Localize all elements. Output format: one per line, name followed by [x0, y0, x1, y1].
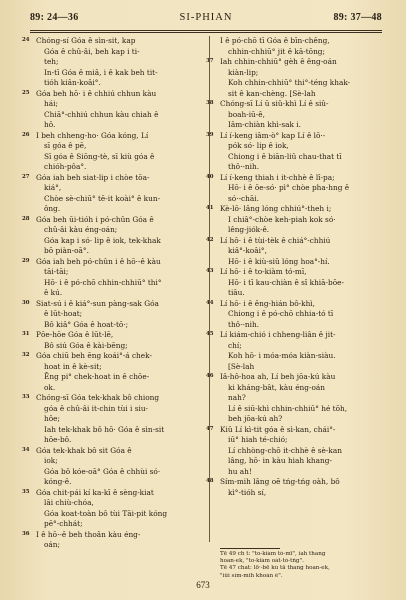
- verse: [22, 487, 198, 530]
- verse-line: In-tī Góa ê miâ, i ê kak beh tit-: [44, 67, 158, 77]
- verse: [206, 298, 388, 331]
- page-header: [30, 12, 382, 28]
- verse-line: ki kháng-bât, kàu éng-oán: [228, 382, 325, 392]
- verse: [206, 130, 388, 173]
- verse-line: góa ê chû-âi it-chin tùi i siu-: [44, 403, 149, 413]
- verse-line: ok.: [44, 382, 56, 392]
- verse-line: tāi-tāi;: [44, 267, 69, 276]
- verse-line: tióh kiân-koâi°.: [44, 78, 101, 87]
- verse-line: Chóng-sī Góa tek-khak bô chiong: [36, 393, 160, 402]
- verse-line: lâng, hō· in kàu hiah khang-: [228, 456, 332, 465]
- verse: [22, 130, 198, 173]
- verse-number: 36: [22, 530, 30, 537]
- verse-number: 31: [22, 331, 30, 337]
- verse: [206, 477, 388, 498]
- right-column: [206, 36, 388, 498]
- verse-line: Koh hō· i móa-móa kiàn-siàu.: [228, 351, 336, 360]
- footnote-line: "iûi sím-mih khoàn ê".: [220, 572, 283, 579]
- verse-line: hōe-bô.: [44, 435, 72, 444]
- verse-number: 25: [22, 89, 30, 96]
- verse-line: Iah tek-khak bô hō· Góa ê sìn-sit: [44, 424, 165, 434]
- verse-line: I ê pó-chō tī Góa ê bīn-chêng,: [220, 36, 330, 45]
- verse-line: hoat in ê kè-sit;: [44, 361, 102, 371]
- verse: [206, 172, 388, 205]
- verse-line: teh;: [44, 57, 59, 66]
- verse: [206, 204, 388, 236]
- verse-number: 26: [22, 131, 30, 138]
- verse-line: Góa bô kóe-oā° Góa ê chhùi só·: [44, 466, 161, 476]
- verse: [22, 36, 198, 89]
- header-title: SI-PHIAN: [179, 12, 233, 23]
- verse-line: Hō· i ê pó-chō chhin-chhiū° thi°: [44, 277, 162, 287]
- verse-line: Lí chhòng-chō it-chhè ê sè-kan: [228, 445, 342, 455]
- verse-line: só·-chāi.: [228, 193, 259, 203]
- verse-line: Bô kiâ° Góa ê hoat-tō·;: [44, 319, 129, 329]
- verse-number: 27: [22, 173, 30, 180]
- verse-line: oán;: [44, 540, 61, 549]
- verse-line: chhin-chhiū° jit ê kā-tōng;: [228, 46, 325, 56]
- verse-number: 48: [206, 478, 214, 484]
- verse-line: thô·-nih.: [228, 319, 260, 329]
- verse-line: Góa iah beh siat-lip i chòe tōa-: [36, 172, 150, 182]
- verse-line: Iah chhin-chhiū° gèh ê êng-oán: [220, 57, 337, 66]
- verse-line: chióh-pôa°.: [44, 162, 87, 171]
- header-right-reference: 89: 37—48: [333, 12, 382, 23]
- verse-line: Lí í-keng iâm-ò° kap Lí ê lō·-: [220, 130, 326, 140]
- verse: [22, 529, 198, 551]
- verse-line: hô.: [44, 120, 56, 129]
- verse-line: sī góa ê pē,: [44, 141, 87, 150]
- verse-line: Góa koat-toàn bô tùi Tāi-pit kóng: [44, 508, 168, 518]
- verse-line: Kiû Lí kì-tit góa ê sì-kan, chái°-: [220, 424, 336, 434]
- verse-line: [Sè-lah: [228, 361, 255, 371]
- verse-line: Chóng-sī Lí ū siû-khì Lí ê siû-: [220, 99, 329, 108]
- footnote-rule: [220, 548, 280, 549]
- column-divider: [209, 36, 210, 542]
- verse: [22, 256, 198, 299]
- verse-number: 40: [206, 173, 214, 180]
- verse-line: pók só· lip ê iok,: [228, 141, 289, 150]
- verse-line: Bô siú Góa ê kài-bēng;: [44, 340, 128, 350]
- verse-line: Lí hō· i ê êng-hián bô-khì,: [220, 298, 315, 308]
- verse-number: 38: [206, 100, 214, 106]
- verse-line: Lí hō· i ê tùi-tèk ê chiá°-chhiú: [220, 235, 331, 245]
- verse-line: Sī góa ê Siōng-tè, sī kiù góa ê: [44, 151, 155, 161]
- verse-line: kóng-ê.: [44, 477, 72, 486]
- verse-line: iū° hiah té-chió;: [228, 435, 288, 444]
- verse-line: Chóng-sí Góa ê sìn-sit, kap: [36, 36, 136, 45]
- verse-line: hôe;: [44, 414, 60, 423]
- verse: [206, 330, 388, 372]
- verse-number: 29: [22, 257, 30, 264]
- header-left-reference: 89: 24—36: [30, 12, 79, 23]
- verse-line: boah-iū-ê,: [228, 109, 265, 119]
- verse-line: Lí hō· i ê to-kiàm tó-mī,: [220, 267, 307, 276]
- verse-line: I chiâ°-chòe keh-piah kok só·: [228, 214, 336, 224]
- verse: [220, 36, 388, 57]
- verse-line: bō piàn-oā°.: [44, 246, 89, 255]
- verse-line: Hō· i tī kau-chiàn ê sî khiā-bōe-: [228, 277, 344, 287]
- verse-number: 33: [22, 394, 30, 400]
- verse-number: 47: [206, 425, 214, 432]
- verse-line: lâi chiù-chóa,: [44, 498, 94, 507]
- verse: [22, 214, 198, 257]
- verse: [206, 57, 388, 99]
- verse-number: 30: [22, 299, 30, 306]
- verse: [22, 298, 198, 331]
- header-rule-thin: [30, 32, 382, 33]
- verse-number: 28: [22, 215, 30, 222]
- verse-line: ông.: [44, 204, 61, 213]
- verse-line: Ēng pi° chek-hoat in ê chōe-: [44, 372, 150, 381]
- footnotes: [220, 551, 388, 580]
- verse: [22, 351, 198, 393]
- verse-line: Siat-sú i ê kiá°-sun pàng-sak Góa: [36, 298, 159, 308]
- verse-number: 45: [206, 331, 214, 337]
- verse-line: I beh chheng-ho· Góa kóng, Lí: [36, 130, 149, 140]
- page-number: 673: [196, 580, 210, 590]
- verse-line: Chòe sè-chiū° tē-it koài° ê kun-: [44, 193, 161, 203]
- verse-line: lêng-jiók-ê.: [228, 225, 270, 234]
- verse-line: Góa ê chû-âi, beh kap i ti-: [44, 46, 140, 56]
- header-rule: [30, 30, 382, 31]
- verse-line: Kè-lō· lâng lóng chhiú°-theh i;: [220, 204, 332, 213]
- verse: [206, 372, 388, 425]
- verse-line: Góa chiū beh ēng koái°-á chek-: [36, 351, 152, 360]
- verse-line: hu ah!: [228, 466, 252, 476]
- verse-number: 37: [206, 58, 214, 64]
- verse: [22, 330, 198, 351]
- verse-line: chû-âi kàu éng-oán;: [44, 225, 118, 234]
- verse-line: nah?: [228, 393, 246, 402]
- verse-number: 35: [22, 488, 30, 495]
- verse-line: Iâ-hô-hoa ah, Lí beh jōa-kú kàu: [220, 372, 336, 381]
- verse-line: iok;: [44, 456, 58, 465]
- left-column: [22, 36, 198, 551]
- verse-line: Lí í-keng thiah i it-chhè ê lî-pa;: [220, 172, 335, 182]
- verse-line: kiá°,: [44, 183, 62, 192]
- verse: [22, 88, 198, 131]
- verse-line: Góa kap i só· lip ê iok, tek-khak: [44, 235, 161, 245]
- verse-line: Góa chit-pái kí ka-kī ê sèng-kiat: [36, 487, 154, 497]
- verse-line: Chiā°-chhiú chhun kàu chiah ê: [44, 109, 159, 119]
- verse-line: sit ê kan-chèng. [Sè-lah: [228, 88, 316, 98]
- verse-line: Hō· i ê ōe-só· pì° chòe pha-hng ê: [228, 183, 350, 192]
- verse-number: 44: [206, 299, 214, 306]
- verse: [206, 99, 388, 131]
- verse-line: Chiong i ê pó-chō chhia-tó tī: [228, 309, 334, 318]
- verse-line: thô·-nih.: [228, 162, 260, 171]
- verse-line: Iâm-chiàn khì-sak i.: [228, 120, 301, 129]
- verse-line: Góa tek-khak bô sit Góa ê: [36, 445, 132, 455]
- verse-number: 41: [206, 205, 214, 211]
- verse-line: ê lūt-hoat;: [44, 309, 83, 318]
- verse-number: 43: [206, 268, 214, 274]
- verse-line: ê kú.: [44, 288, 63, 297]
- verse-line: kiâ°-koâi°,: [228, 246, 267, 255]
- footnote-line: Tē 49 ch t: "to-kiàm tó-mī", iah thang: [220, 551, 326, 557]
- verse-line: beh jōa-kú ah?: [228, 414, 283, 423]
- verse-line: Pōe-hōe Góa ê lūt-lē,: [36, 330, 114, 339]
- verse: [206, 235, 388, 268]
- verse-line: pē°-chhát;: [44, 519, 83, 528]
- verse-line: kì°-tióh sí,: [228, 487, 267, 497]
- verse-line: chí;: [228, 340, 242, 350]
- verse-number: 24: [22, 37, 30, 43]
- verse-line: Góa beh hō· i ê chhiú chhun kàu: [36, 88, 157, 98]
- verse-line: I ê hō·-ê beh thoân kàu éng-: [36, 529, 141, 539]
- verse-line: Lí kiám-chió i chheng-liân ê jit-: [220, 330, 336, 339]
- verse-line: Sím-mih lâng oē tńg-tńg oàh, bô: [220, 477, 340, 486]
- footnote-line: hoan-ek, "to-kiàm oát-tò-tńg".: [220, 558, 304, 565]
- verse-line: Góa beh ūi-tióh i pó-chûn Góa ê: [36, 214, 154, 224]
- verse-line: tiâu.: [228, 288, 245, 297]
- footnote-line: Tē 47 chat: lō·-bē kù tā thang hoan-ek,: [220, 565, 330, 572]
- verse: [22, 445, 198, 488]
- verse-number: 32: [22, 352, 30, 358]
- verse-number: 34: [22, 446, 30, 453]
- verse: [22, 393, 198, 446]
- verse: [22, 172, 198, 215]
- verse-line: hái;: [44, 99, 58, 108]
- verse-number: 42: [206, 236, 214, 243]
- verse: [206, 424, 388, 478]
- verse: [206, 267, 388, 299]
- verse-line: Góa iah beh pó-chûn i ê hō·-ê kàu: [36, 256, 161, 266]
- verse-number: 46: [206, 373, 214, 379]
- verse-line: Koh chhin-chhiū° thi°-téng khak-: [228, 78, 351, 87]
- verse-line: Chiong i ê biān-liû chau-that tī: [228, 151, 342, 161]
- verse-line: kiàn-lip;: [228, 67, 259, 77]
- verse-number: 39: [206, 131, 214, 138]
- verse-line: Lí ê siū-khì chhin-chhiū° hé tōh,: [228, 403, 348, 413]
- verse-line: Hō· i ê kiù-siû lóng hoa°-hí.: [228, 256, 330, 266]
